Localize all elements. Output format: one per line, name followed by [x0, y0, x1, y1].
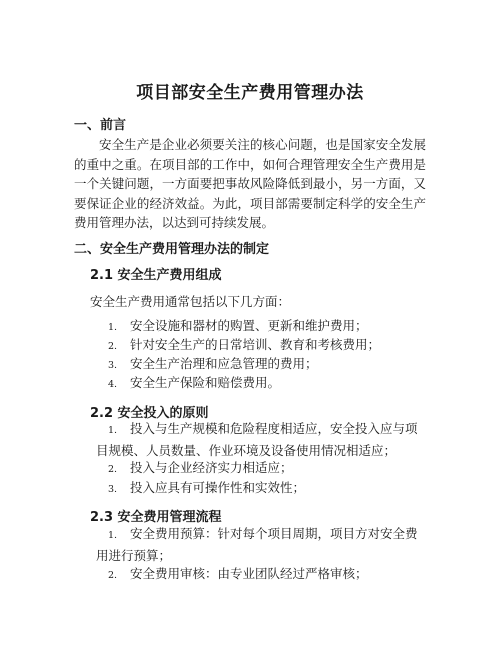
subsection-intro: 安全生产费用通常包括以下几方面：: [90, 294, 291, 309]
list-item-number: 1.: [108, 425, 118, 436]
list-item-text: 安全费用预算：针对每个项目周期，项目方对安全费用进行预算；: [96, 526, 418, 563]
list-item-text: 投入应具有可操作性和实效性；: [130, 480, 306, 495]
list-item-text: 安全生产治理和应急管理的费用；: [130, 356, 318, 371]
list-item-text: 安全费用审核：由专业团队经过严格审核；: [130, 566, 368, 581]
list-item: [96, 419, 426, 460]
list-item: [96, 564, 426, 586]
list-item-number: 2.: [108, 464, 118, 475]
section-heading-preface: 一、前言: [74, 118, 127, 133]
section-heading-method: 二、安全生产费用管理办法的制定: [74, 242, 270, 257]
list-item-number: 2.: [108, 341, 118, 352]
list-item: [96, 373, 426, 395]
list-item: [96, 458, 426, 480]
list-item-number: 4.: [108, 379, 118, 390]
subsection-heading-2-2: 2.2 安全投入的原则: [90, 406, 209, 421]
list-item-number: 3.: [108, 484, 118, 495]
list-item-text: 安全设施和器材的购置、更新和维护费用；: [130, 318, 368, 333]
subsection-heading-2-3: 2.3 安全费用管理流程: [90, 510, 222, 525]
preface-paragraph: 安全生产是企业必须要关注的核心问题，也是国家安全发展的重中之重。在项目部的工作中，如何合理管理安全生产费用是一个关键问题，一方面要把事故风险降低到最小，另一方面，又要保证企业的经济效益。为此，项目部需要制定科学的安全生产费用管理办法，以达到可持续发展。: [74, 137, 426, 230]
list-item-number: 1.: [108, 322, 118, 333]
list-item-number: 1.: [108, 530, 118, 541]
document-title: 项目部安全生产费用管理办法: [136, 83, 364, 103]
list-item-text: 针对安全生产的日常培训、教育和考核费用；: [130, 337, 381, 352]
list-item: [96, 478, 426, 500]
list-item-text: 安全生产保险和赔偿费用。: [130, 375, 281, 390]
subsection-heading-2-1: 2.1 安全生产费用组成: [90, 268, 222, 283]
list-item-number: 2.: [108, 570, 118, 581]
list-item-number: 3.: [108, 360, 118, 371]
list-item-text: 投入与企业经济实力相适应；: [130, 460, 293, 475]
list-item-text: 投入与生产规模和危险程度相适应，安全投入应与项目规模、人员数量、作业环境及设备使用情况相适应；: [96, 421, 418, 458]
list-item: [96, 524, 426, 565]
